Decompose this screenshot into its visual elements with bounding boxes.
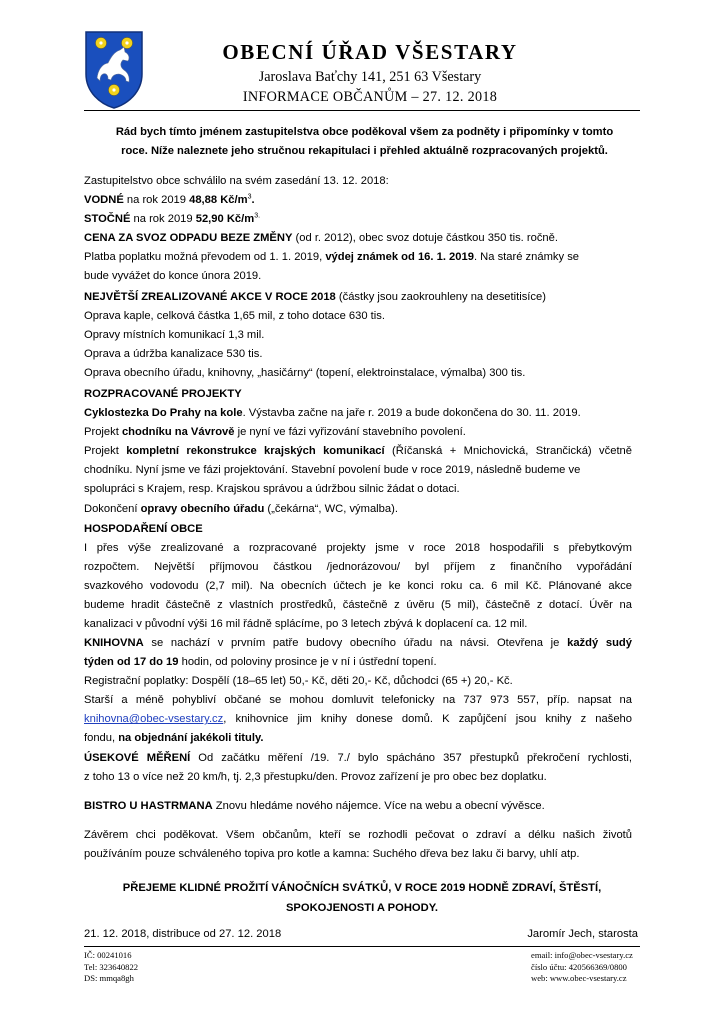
project-item: Projekt chodníku na Vávrově je nyní ve fázi vyřizování stavebního povolení. xyxy=(84,426,466,439)
finance-heading: HOSPODAŘENÍ OBCE xyxy=(84,523,203,535)
waste-payment-line: Platba poplatku možná převodem od 1. 1. 2019, výdej známek od 16. 1. 2019. Na staré známky se xyxy=(84,251,580,264)
signature: Jaromír Jech, starosta xyxy=(527,928,638,940)
project-item: Dokončení opravy obecního úřadu („čekárna“, WC, výmalba). xyxy=(84,502,398,515)
library-email-link[interactable]: knihovna@obec-vsestary.cz xyxy=(84,713,224,726)
email: email: info@obec-vsestary.cz xyxy=(531,950,633,960)
intro-paragraph: Rád bych tímto jménem zastupitelstva obce poděkoval všem za podněty i připomínky v tomto roce. Níže naleznete jeho stručnou rekapitulaci i přehled aktuálně rozpracovaných projektů. xyxy=(115,126,614,157)
actions-section xyxy=(84,288,632,383)
projects-section: ROZPRACOVANÉ PROJEKTY Cyklostezka Do Prahy na kole. Výstavba začne na jaře r. 2019 a bude dokončena do 30. 11. 2019. Projekt chodníku na Vávrově je nyní ve fázi vyřizování stavebního povolení. Projekt kompletní rekonstrukce krajských komunikací (Říčanská + Mnichovická, Strančická) včetně chodníku. Nyní jsme ve fázi projektování. Stavební povolení bude v roce 2019, následně budeme ve spolupráci s Krajem, resp. Krajskou správou a údržbou silnic žádat o dotaci. Dokončení opravy obecního úřadu („čekárna“, WC, výmalba). xyxy=(84,385,632,519)
fees-section: Zastupitelstvo obce schválilo na svém zasedání 13. 12. 2018: VODNÉ na rok 2019 48,88 $Kč/m^3$. STOČNÉ na rok 2019 52,90 $Kč/m^{3.}$ CENA ZA SVOZ ODPADU BEZE ZMĚNY (od r. 2012), obec svoz dotuje částkou 350 tis. ročně. Platba poplatku možná převodem od 1. 1. 2019, výdej známek od 16. 1. 2019. Na staré známky se bude vyvážet do konce února 2019. xyxy=(84,172,632,287)
library-section: KNIHOVNA se nachází v prvním patře budovy obecního úřadu na návsi. Otevřena je každý sudý týden od 17 do 19 hodin, od poloviny prosince je v ní i ústřední topení. Registrační poplatky: Dospělí (18–65 let) 50,- Kč, děti 20,- Kč, důchodci (65 +) 20,- Kč. Starší a méně pohybliví občané se mohou domluvit telefonicky na 737 973 557, příp. napsat na knihovna@obec-vsestary.cz, knihovnice jim knihy donese domů. K zapůjčení jsou knihy z našeho fondu, na objednání jakékoli tituly. xyxy=(84,637,632,745)
finance-section: HOSPODAŘENÍ OBCE I přes výše zrealizované a rozpracované projekty jsme v roce 2018 hospodařili s přebytkovým rozpočtem. Největší příjmovou částkou /jednorázovou/ byl příjem z finančního vypořádání svazkového vodovodu (2,7 mil). Na obecních účtech je ke konci roku ca. 6 mil Kč. Plánované akce budeme hradit částečně z vlastních prostředků, částečně z úvěru (5 mil), částečně z dotací. Úvěr na kanalizaci v původní výši 16 mil řádně splácíme, po 3 letech zbývá k doplacení ca. 12 mil. xyxy=(84,520,632,635)
project-item: Cyklostezka Do Prahy na kole. Výstavba začne na jaře r. 2019 a bude dokončena do 30. 11. 2019. xyxy=(84,407,581,420)
water-fee-line: VODNÉ na rok 2019 48,88 $Kč/m^3$. xyxy=(84,193,255,207)
website: web: www.obec-vsestary.cz xyxy=(531,973,627,984)
footer-contacts-left xyxy=(84,950,138,985)
projects-heading: ROZPRACOVANÉ PROJEKTY xyxy=(84,388,242,400)
action-item: Oprava a údržba kanalizace 530 tis. xyxy=(84,348,263,361)
action-item: Oprava kaple, celková částka 1,65 mil, z toho dotace 630 tis. xyxy=(84,310,385,323)
project-item: Projekt kompletní rekonstrukce krajských komunikací (Říčanská + Mnichovická, Strančická) včetně xyxy=(84,445,632,458)
speed-section: ÚSEKOVÉ MĚŘENÍ Od začátku měření /19. 7./ bylo spácháno 357 přestupků překročení rychlosti, z toho 13 o více než 20 km/h, tj. 2,3 přestupku/den. Provoz zařízení je pro obec bez doplatku. xyxy=(84,752,632,784)
footer-contacts-right xyxy=(531,950,633,985)
bulletin-date-line: INFORMACE OBČANŮM – 27. 12. 2018 xyxy=(242,89,498,105)
holiday-wishes: PŘEJEME KLIDNÉ PROŽITÍ VÁNOČNÍCH SVÁTKŮ, V ROCE 2019 HODNĚ ZDRAVÍ, ŠTĚSTÍ, SPOKOJENOSTI A POHODY. xyxy=(122,882,602,914)
bistro-section: BISTRO U HASTRMANA Znovu hledáme nového nájemce. Více na webu a obecní vývěsce. xyxy=(84,800,545,812)
header-divider xyxy=(84,110,640,111)
company-id: IČ: 00241016 xyxy=(84,950,132,960)
library-label: KNIHOVNA xyxy=(84,637,144,649)
action-item: Opravy místních komunikací 1,3 mil. xyxy=(84,329,265,342)
waste-fee-line: CENA ZA SVOZ ODPADU BEZE ZMĚNY (od r. 2012), obec svoz dotuje částkou 350 tis. ročně. xyxy=(84,232,558,245)
bank-account: číslo účtu: 420566369/0800 xyxy=(531,961,627,972)
data-box: DS: mmqa8gh xyxy=(84,973,134,984)
library-fees: Registrační poplatky: Dospělí (18–65 let) 50,- Kč, děti 20,- Kč, důchodci (65 +) 20,- Kč. xyxy=(84,675,513,688)
speed-label: ÚSEKOVÉ MĚŘENÍ xyxy=(84,752,191,764)
thanks-section: Závěrem chci poděkovat. Všem občanům, kteří se rozhodli pečovat o zdraví a délku našich životů používáním pouze schváleného topiva pro kotle a kamna: Suchého dřeva bez laku či barvy, uhlí atp. xyxy=(84,829,632,861)
footer-divider xyxy=(84,946,640,947)
sewage-fee-line: STOČNÉ na rok 2019 52,90 $Kč/m^{3.}$ xyxy=(84,212,261,226)
actions-heading: NEJVĚTŠÍ ZREALIZOVANÉ AKCE V ROCE 2018 (částky jsou zaokrouhleny na desetitisíce) xyxy=(84,291,546,303)
office-title: OBECNÍ ÚŘAD VŠESTARY xyxy=(222,40,518,64)
municipal-crest-icon xyxy=(84,30,144,110)
action-item: Oprava obecního úřadu, knihovny, „hasičárny“ (topení, elektroinstalace, výmalba) 300 tis. xyxy=(84,367,526,380)
bistro-label: BISTRO U HASTRMANA xyxy=(84,800,213,812)
phone: Tel: 323640822 xyxy=(84,961,139,972)
issue-date: 21. 12. 2018, distribuce od 27. 12. 2018 xyxy=(84,928,282,940)
office-address: Jaroslava Baťchy 141, 251 63 Všestary xyxy=(258,69,482,85)
